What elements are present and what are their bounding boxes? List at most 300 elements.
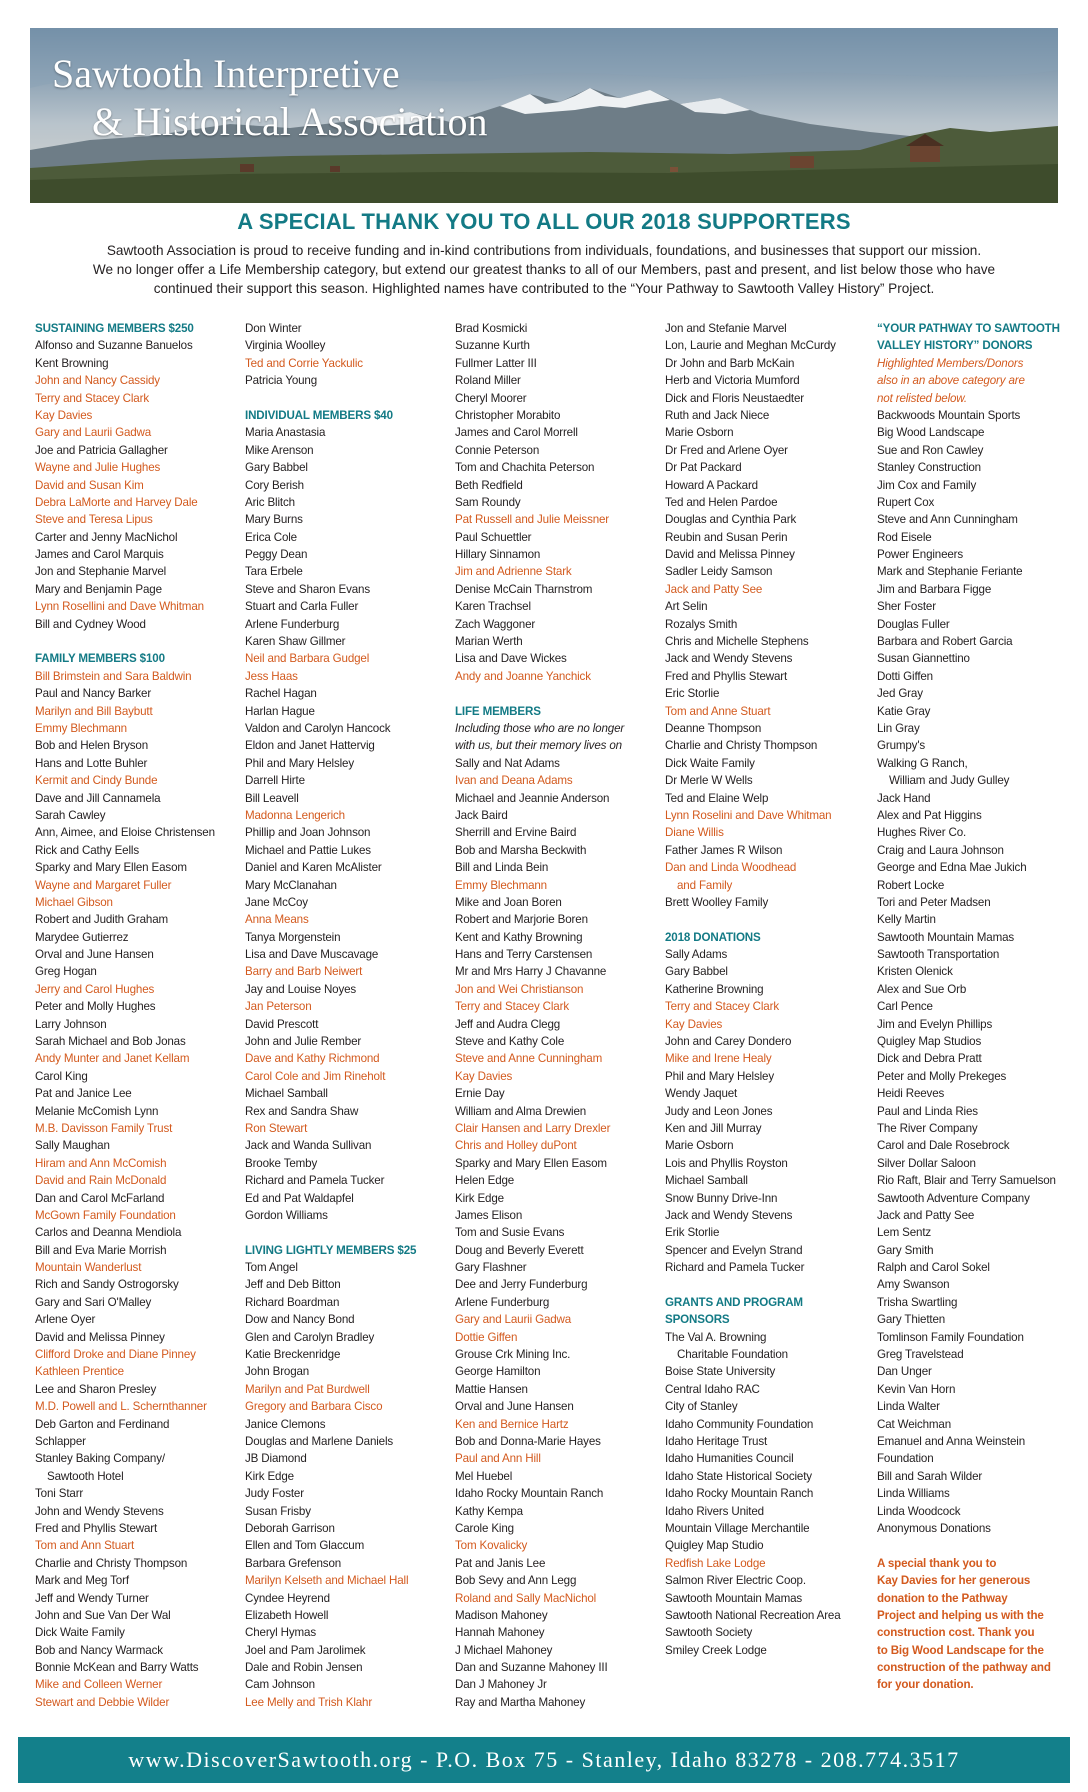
supporter-name: Larry Johnson <box>35 1017 107 1031</box>
supporter-name: Tom Kovalicky <box>455 1539 528 1553</box>
supporter-name: Madonna Lengerich <box>245 808 345 822</box>
section-heading: SPONSORS <box>665 1313 730 1327</box>
supporter-name: Jerry and Carol Hughes <box>35 982 155 996</box>
supporter-name: Sally Maughan <box>35 1139 110 1153</box>
supporter-name: Andy and Joanne Yanchick <box>455 669 591 683</box>
supporter-name: Barbara and Robert Garcia <box>877 635 1013 649</box>
supporter-name: Paul Schuettler <box>455 530 532 544</box>
supporter-name: Kay Davies <box>35 408 93 422</box>
supporter-name: Barbara Grefenson <box>245 1556 342 1570</box>
supporter-name: Tanya Morgenstein <box>245 930 341 944</box>
section-heading: 2018 DONATIONS <box>665 930 761 944</box>
supporter-name: Ray and Martha Mahoney <box>455 1695 586 1709</box>
supporter-name: Steve and Sharon Evans <box>245 582 370 596</box>
supporter-name: Andy Munter and Janet Kellam <box>35 1052 190 1066</box>
supporter-name: Bill and Cydney Wood <box>35 617 146 631</box>
supporter-name: Patricia Young <box>245 374 318 388</box>
supporter-name: Sam Roundy <box>455 495 521 509</box>
supporter-name: Carlos and Deanna Mendiola <box>35 1226 182 1240</box>
supporter-name: Quigley Map Studios <box>877 1035 982 1049</box>
supporter-name: Neil and Barbara Gudgel <box>245 652 370 666</box>
supporter-name: Hiram and Ann McComish <box>35 1156 167 1170</box>
supporter-name: Bob and Donna-Marie Hayes <box>455 1435 601 1448</box>
supporter-name: Mary Burns <box>245 513 303 527</box>
supporter-name: Charlie and Christy Thompson <box>665 739 818 753</box>
supporter-name: Hans and Terry Carstensen <box>455 948 593 962</box>
supporter-name: George Hamilton <box>455 1365 541 1379</box>
supporter-name: Ruth and Jack Niece <box>665 408 770 422</box>
supporter-name: Bonnie McKean and Barry Watts <box>35 1661 199 1675</box>
supporter-name: Jim and Barbara Figge <box>877 582 992 596</box>
supporter-name: James and Carol Marquis <box>35 548 164 562</box>
supporter-name: John and Wendy Stevens <box>35 1504 164 1518</box>
supporter-name: Howard A Packard <box>665 478 758 492</box>
supporter-name: Idaho Heritage Trust <box>665 1435 768 1448</box>
supporter-name: Alfonso and Suzanne Banuelos <box>35 339 193 353</box>
intro-paragraph <box>40 241 1048 298</box>
supporter-name: Sarah Michael and Bob Jonas <box>35 1035 186 1049</box>
supporter-name: Valdon and Carolyn Hancock <box>245 721 391 735</box>
supporter-name: Janice Clemons <box>245 1417 326 1431</box>
supporter-name: Jack and Patty See <box>877 1208 975 1222</box>
supporter-name: Toni Starr <box>35 1487 84 1501</box>
supporter-name: Kelly Martin <box>877 913 936 927</box>
supporter-name: David and Melissa Pinney <box>665 548 795 562</box>
supporter-name: Gary Flashner <box>455 1261 527 1275</box>
supporter-name: Helen Edge <box>455 1174 515 1188</box>
supporter-name: Dottie Giffen <box>455 1330 518 1344</box>
supporter-name: Jack Baird <box>455 808 508 822</box>
thank-you-note: to Big Wood Landscape for the <box>877 1643 1044 1657</box>
supporter-name: Marie Osborn <box>665 1139 734 1153</box>
supporter-name: Jack and Wendy Stevens <box>665 1208 793 1222</box>
supporter-name: Linda Woodcock <box>877 1504 961 1518</box>
supporter-name: Charlie and Christy Thompson <box>35 1556 188 1570</box>
supporter-name: Kermit and Cindy Bunde <box>35 774 158 788</box>
supporter-name: Clair Hansen and Larry Drexler <box>455 1121 611 1135</box>
supporter-name: Karen Trachsel <box>455 600 531 614</box>
supporter-name: Emmy Blechmann <box>455 878 547 892</box>
supporter-name: Mountain Village Merchantile <box>665 1521 810 1535</box>
thank-you-note: A special thank you to <box>877 1556 997 1570</box>
supporter-name: Dick Waite Family <box>665 756 755 770</box>
supporter-name: Suzanne Kurth <box>455 339 530 353</box>
supporter-name: Madison Mahoney <box>455 1608 548 1622</box>
supporter-name: Mel Huebel <box>455 1469 513 1483</box>
supporter-name: Cheryl Moorer <box>455 391 527 405</box>
supporter-name: Heidi Reeves <box>877 1087 945 1101</box>
supporter-name: The Val A. Browning <box>665 1330 767 1344</box>
supporter-name: Susan Frisby <box>245 1504 311 1518</box>
supporter-name: Dick and Floris Neustaedter <box>665 391 804 405</box>
intro-line: Sawtooth Association is proud to receive funding and in-kind contributions from individuals, foundations, and businesses that support our mission. <box>106 243 982 258</box>
section-note: not relisted below. <box>877 391 967 405</box>
supporter-name: Jack and Patty See <box>665 582 763 596</box>
supporter-name: Sparky and Mary Ellen Easom <box>35 861 187 875</box>
supporter-name: Jess Haas <box>245 669 298 683</box>
supporter-name: Dee and Jerry Funderburg <box>455 1278 588 1292</box>
supporter-name: Ron Stewart <box>245 1121 308 1135</box>
supporter-name: John and Julie Rember <box>245 1035 362 1049</box>
supporter-name: Linda Walter <box>877 1400 940 1414</box>
supporter-name: Smiley Creek Lodge <box>665 1643 767 1657</box>
supporter-name: Karen Shaw Gillmer <box>245 635 346 649</box>
thank-you-note: donation to the Pathway <box>877 1591 1008 1605</box>
section-note: Including those who are no longer <box>455 721 625 735</box>
supporter-name: Wendy Jaquet <box>665 1087 738 1101</box>
supporter-name: Marilyn Kelseth and Michael Hall <box>245 1574 409 1588</box>
supporter-name: Marilyn and Bill Baybutt <box>35 704 153 718</box>
supporter-name: Greg Travelstead <box>877 1348 964 1362</box>
supporter-name: Stuart and Carla Fuller <box>245 600 359 614</box>
supporter-name: Joe and Patricia Gallagher <box>35 443 168 457</box>
supporter-name: Katherine Browning <box>665 982 764 996</box>
supporter-name: Tom and Chachita Peterson <box>455 461 595 475</box>
supporter-name: John and Sue Van Der Wal <box>35 1608 171 1622</box>
supporter-name: Roland and Sally MacNichol <box>455 1591 597 1605</box>
supporter-name: Glen and Carolyn Bradley <box>245 1330 375 1344</box>
supporter-name: Gary and Sari O'Malley <box>35 1295 152 1309</box>
supporter-name: Bill and Linda Bein <box>455 861 549 875</box>
supporter-name: Tom and Ann Stuart <box>35 1539 135 1553</box>
supporter-name: Sawtooth Transportation <box>877 948 1000 962</box>
supporter-name: Stewart and Debbie Wilder <box>35 1695 170 1709</box>
supporter-name: Chris and Holley duPont <box>455 1139 577 1153</box>
supporter-name: Steve and Ann Cunningham <box>877 513 1018 527</box>
spacer <box>35 633 240 650</box>
supporter-name: Redfish Lake Lodge <box>665 1556 766 1570</box>
supporter-name: Richard Boardman <box>245 1295 340 1309</box>
supporter-name: Carole King <box>455 1521 514 1535</box>
supporter-name: Bob and Nancy Warmack <box>35 1643 163 1657</box>
supporter-name: William and Alma Drewien <box>455 1104 587 1118</box>
supporter-name: Dick and Debra Pratt <box>877 1052 982 1066</box>
supporter-name: Foundation <box>877 1452 934 1466</box>
supporter-name: Beth Redfield <box>455 478 523 492</box>
supporter-name: Lin Gray <box>877 721 920 735</box>
supporter-name: Charitable Foundation <box>677 1348 788 1362</box>
supporter-name: Jack and Wendy Stevens <box>665 652 793 666</box>
supporter-name: Susan Giannettino <box>877 652 970 666</box>
supporter-name: The River Company <box>877 1121 978 1135</box>
supporter-name: Brooke Temby <box>245 1156 318 1170</box>
supporter-name: Lon, Laurie and Meghan McCurdy <box>665 339 836 353</box>
supporter-name: Dick Waite Family <box>35 1626 125 1640</box>
supporter-name: Alex and Sue Orb <box>877 982 967 996</box>
supporter-name: Bob and Marsha Beckwith <box>455 843 587 857</box>
supporter-name: Dr John and Barb McKain <box>665 356 795 370</box>
supporter-name: Orval and June Hansen <box>35 948 154 962</box>
supporter-name: Kathleen Prentice <box>35 1365 124 1379</box>
supporter-name: Stanley Baking Company/ <box>35 1452 165 1466</box>
supporter-name: James and Carol Morrell <box>455 426 578 440</box>
section-heading: LIVING LIGHTLY MEMBERS $25 <box>245 1243 417 1257</box>
supporter-name: Eric Storlie <box>665 687 720 701</box>
supporter-name: Hannah Mahoney <box>455 1626 545 1640</box>
supporter-name: Idaho Rocky Mountain Ranch <box>455 1487 604 1501</box>
supporter-name: Gregory and Barbara Cisco <box>245 1400 383 1414</box>
supporter-name: Kay Davies <box>665 1017 723 1031</box>
supporter-name: Dale and Robin Jensen <box>245 1661 363 1675</box>
section-heading: FAMILY MEMBERS $100 <box>35 652 165 666</box>
supporter-name: Anna Means <box>245 913 309 927</box>
supporter-name: Melanie McComish Lynn <box>35 1104 159 1118</box>
supporter-name: Lem Sentz <box>877 1226 932 1240</box>
supporter-name: James Elison <box>455 1208 523 1222</box>
supporter-name: Richard and Pamela Tucker <box>665 1261 805 1275</box>
supporter-name: Lisa and Dave Wickes <box>455 652 567 666</box>
supporter-name: Rod Eisele <box>877 530 932 544</box>
supporter-name: Father James R Wilson <box>665 843 783 857</box>
supporter-name: Dow and Nancy Bond <box>245 1313 355 1327</box>
supporter-name: Jon and Stefanie Marvel <box>665 322 787 335</box>
supporter-name: Kent and Kathy Browning <box>455 930 583 944</box>
supporter-name: Diane Willis <box>665 826 724 840</box>
supporter-name: Rick and Cathy Eells <box>35 843 139 857</box>
spacer <box>665 1276 870 1293</box>
supporter-name: Fred and Phyllis Stewart <box>35 1521 158 1535</box>
supporter-name: Bob Sevy and Ann Legg <box>455 1574 577 1588</box>
supporter-name: Sawtooth Mountain Mamas <box>877 930 1015 944</box>
supporter-name: Dave and Jill Cannamela <box>35 791 161 805</box>
section-heading: SUSTAINING MEMBERS $250 <box>35 322 194 335</box>
supporter-name: Tori and Peter Madsen <box>877 895 991 909</box>
supporters-column-2 <box>245 320 450 1711</box>
supporter-name: Sally and Nat Adams <box>455 756 560 770</box>
supporter-name: Carol Cole and Jim Rineholt <box>245 1069 386 1083</box>
supporter-name: Ivan and Deana Adams <box>455 774 573 788</box>
supporter-name: Emanuel and Anna Weinstein <box>877 1435 1025 1448</box>
supporter-name: Michael and Pattie Lukes <box>245 843 371 857</box>
supporter-name: Ted and Helen Pardoe <box>665 495 778 509</box>
supporter-name: Mark and Meg Torf <box>35 1574 129 1588</box>
supporter-name: Idaho State Historical Society <box>665 1469 812 1483</box>
supporter-name: Pat Russell and Julie Meissner <box>455 513 610 527</box>
supporter-name: Phil and Mary Helsley <box>665 1069 774 1083</box>
supporter-name: John and Nancy Cassidy <box>35 374 160 388</box>
supporter-name: Orval and June Hansen <box>455 1400 574 1414</box>
supporter-name: Kirk Edge <box>245 1469 294 1483</box>
supporter-name: Walking G Ranch, <box>877 756 968 770</box>
supporter-name: Douglas and Cynthia Park <box>665 513 797 527</box>
supporter-name: Lee and Sharon Presley <box>35 1382 157 1396</box>
supporter-name: Central Idaho RAC <box>665 1382 760 1396</box>
supporter-name: Stanley Construction <box>877 461 981 475</box>
supporter-name: Cyndee Heyrend <box>245 1591 330 1605</box>
supporter-name: Lynn Roselini and Dave Whitman <box>665 808 832 822</box>
supporter-name: Sherrill and Ervine Baird <box>455 826 577 840</box>
supporter-name: Robert and Judith Graham <box>35 913 169 927</box>
supporter-name: J Michael Mahoney <box>455 1643 553 1657</box>
supporter-name: Erik Storlie <box>665 1226 720 1240</box>
supporter-name: Greg Hogan <box>35 965 97 979</box>
supporter-name: Peggy Dean <box>245 548 308 562</box>
footer-contact-bar: www.DiscoverSawtooth.org - P.O. Box 75 - Stanley, Idaho 83278 - 208.774.3517 <box>18 1737 1070 1783</box>
supporter-name: Douglas and Marlene Daniels <box>245 1435 394 1448</box>
supporter-name: Jon and Wei Christianson <box>455 982 584 996</box>
supporter-name: Pat and Janis Lee <box>455 1556 546 1570</box>
supporter-name: Judy and Leon Jones <box>665 1104 773 1118</box>
supporter-name: Ted and Corrie Yackulic <box>245 356 363 370</box>
supporter-name: Jack Hand <box>877 791 931 805</box>
supporter-name: Barry and Barb Neiwert <box>245 965 363 979</box>
supporter-name: Richard and Pamela Tucker <box>245 1174 385 1188</box>
supporter-name: Anonymous Donations <box>877 1521 991 1535</box>
supporter-name: Mike Arenson <box>245 443 314 457</box>
supporter-name: Marydee Gutierrez <box>35 930 129 944</box>
supporter-name: Dr Merle W Wells <box>665 774 753 788</box>
supporter-name: David and Melissa Pinney <box>35 1330 165 1344</box>
supporter-name: Jeff and Deb Bitton <box>245 1278 341 1292</box>
supporter-name: Dr Pat Packard <box>665 461 742 475</box>
supporter-name: Carol and Dale Rosebrock <box>877 1139 1010 1153</box>
supporter-name: Idaho Humanities Council <box>665 1452 794 1466</box>
header-banner-photo <box>30 28 1058 203</box>
supporters-column-3 <box>455 320 660 1711</box>
supporter-name: Steve and Anne Cunningham <box>455 1052 603 1066</box>
supporter-name: Mark and Stephanie Feriante <box>877 565 1023 579</box>
supporter-name: Gordon Williams <box>245 1208 328 1222</box>
supporter-name: Brett Woolley Family <box>665 895 769 909</box>
supporter-name: Kathy Kempa <box>455 1504 523 1518</box>
supporter-name: Mountain Wanderlust <box>35 1261 142 1275</box>
supporter-name: Rio Raft, Blair and Terry Samuelson <box>877 1174 1056 1188</box>
supporter-name: Paul and Linda Ries <box>877 1104 978 1118</box>
supporter-name: Ralph and Carol Sokel <box>877 1261 990 1275</box>
supporter-name: Peter and Molly Hughes <box>35 1000 156 1014</box>
supporter-name: Deanne Thompson <box>665 721 762 735</box>
supporter-name: Silver Dollar Saloon <box>877 1156 976 1170</box>
spacer <box>455 685 660 702</box>
supporters-column-4 <box>665 320 870 1659</box>
supporter-name: Jay and Louise Noyes <box>245 982 357 996</box>
supporter-name: Gary Babbel <box>245 461 308 475</box>
supporter-name: Reubin and Susan Perin <box>665 530 788 544</box>
supporter-name: Marie Osborn <box>665 426 734 440</box>
supporter-name: Lynn Rosellini and Dave Whitman <box>35 600 204 614</box>
supporter-name: Dan Unger <box>877 1365 932 1379</box>
supporter-name: Arlene Funderburg <box>455 1295 550 1309</box>
supporter-name: Arlene Oyer <box>35 1313 96 1327</box>
supporter-name: Elizabeth Howell <box>245 1608 329 1622</box>
thank-you-note: Kay Davies for her generous <box>877 1574 1031 1588</box>
supporter-name: Paul and Ann Hill <box>455 1452 541 1466</box>
supporter-name: City of Stanley <box>665 1400 738 1414</box>
supporter-name: Arlene Funderburg <box>245 617 340 631</box>
supporter-name: Wayne and Julie Hughes <box>35 461 161 475</box>
supporter-name: Sawtooth Adventure Company <box>877 1191 1030 1205</box>
supporter-name: Idaho Rocky Mountain Ranch <box>665 1487 814 1501</box>
section-heading: LIFE MEMBERS <box>455 704 541 718</box>
supporter-name: Chris and Michelle Stephens <box>665 635 809 649</box>
supporters-column-1 <box>35 320 240 1711</box>
supporter-name: Carl Pence <box>877 1000 933 1014</box>
supporter-name: Eldon and Janet Hattervig <box>245 739 375 753</box>
supporter-name: Deb Garton and Ferdinand <box>35 1417 170 1431</box>
supporter-name: Mr and Mrs Harry J Chavanne <box>455 965 607 979</box>
thank-you-note: for your donation. <box>877 1678 974 1692</box>
supporter-name: Marian Werth <box>455 635 523 649</box>
supporter-name: Rachel Hagan <box>245 687 317 701</box>
supporter-name: Dan and Suzanne Mahoney III <box>455 1661 608 1675</box>
supporter-name: Erica Cole <box>245 530 297 544</box>
supporter-name: Ted and Elaine Welp <box>665 791 769 805</box>
section-heading: GRANTS AND PROGRAM <box>665 1295 803 1309</box>
supporter-name: Aric Blitch <box>245 495 295 509</box>
supporter-name: Linda Williams <box>877 1487 950 1501</box>
supporter-name: Sawtooth Society <box>665 1626 753 1640</box>
spacer <box>245 390 450 407</box>
supporter-name: Carter and Jenny MacNichol <box>35 530 178 544</box>
supporter-name: Cam Johnson <box>245 1678 315 1692</box>
supporter-name: Katie Gray <box>877 704 931 718</box>
supporter-name: Tomlinson Family Foundation <box>877 1330 1024 1344</box>
supporter-name: Fred and Phyllis Stewart <box>665 669 788 683</box>
supporter-name: Robert and Marjorie Boren <box>455 913 588 927</box>
supporter-name: Dave and Kathy Richmond <box>245 1052 380 1066</box>
supporter-name: Power Engineers <box>877 548 964 562</box>
supporter-name: Idaho Community Foundation <box>665 1417 814 1431</box>
supporter-name: Sawtooth Hotel <box>47 1469 124 1483</box>
supporter-name: Jim and Adrienne Stark <box>455 565 572 579</box>
supporter-name: Sally Adams <box>665 948 728 962</box>
supporter-name: Gary Babbel <box>665 965 728 979</box>
supporter-name: Mattie Hansen <box>455 1382 528 1396</box>
supporter-name: Tom and Anne Stuart <box>665 704 771 718</box>
supporter-name: Michael Samball <box>665 1174 748 1188</box>
supporter-name: Ken and Bernice Hartz <box>455 1417 569 1431</box>
section-heading: VALLEY HISTORY” DONORS <box>877 339 1033 353</box>
supporter-name: Bill Leavell <box>245 791 299 805</box>
supporter-name: Schlapper <box>35 1435 86 1448</box>
supporter-name: Roland Miller <box>455 374 521 388</box>
supporter-name: Jack and Wanda Sullivan <box>245 1139 372 1153</box>
supporter-name: Virginia Woolley <box>245 339 326 353</box>
supporter-name: Hans and Lotte Buhler <box>35 756 148 770</box>
supporter-name: Judy Foster <box>245 1487 304 1501</box>
supporter-name: Salmon River Electric Coop. <box>665 1574 806 1588</box>
supporter-name: Sher Foster <box>877 600 936 614</box>
supporter-name: John and Carey Dondero <box>665 1035 792 1049</box>
intro-line: We no longer offer a Life Membership category, but extend our greatest thanks to all of our Members, past and present, and list below those who have <box>92 262 996 277</box>
supporter-name: Ann, Aimee, and Eloise Christensen <box>35 826 215 840</box>
supporter-name: Daniel and Karen McAlister <box>245 861 382 875</box>
supporter-name: Kevin Van Horn <box>877 1382 956 1396</box>
title-line-1: Sawtooth Interpretive <box>52 51 400 96</box>
supporter-name: Rex and Sandra Shaw <box>245 1104 359 1118</box>
supporter-name: Michael Gibson <box>35 895 113 909</box>
supporter-name: Kristen Olenick <box>877 965 953 979</box>
supporter-name: Peter and Molly Prekeges <box>877 1069 1007 1083</box>
supporter-name: Hillary Sinnamon <box>455 548 541 562</box>
supporter-name: Grouse Crk Mining Inc. <box>455 1348 571 1362</box>
supporter-name: and Family <box>677 878 733 892</box>
supporter-name: Sparky and Mary Ellen Easom <box>455 1156 607 1170</box>
supporter-name: Clifford Droke and Diane Pinney <box>35 1348 196 1362</box>
thank-you-note: Project and helping us with the <box>877 1608 1044 1622</box>
supporter-name: Ernie Day <box>455 1087 505 1101</box>
supporter-name: Snow Bunny Drive-Inn <box>665 1191 778 1205</box>
supporter-name: Kirk Edge <box>455 1191 504 1205</box>
supporter-name: Ellen and Tom Glaccum <box>245 1539 365 1553</box>
supporter-name: Gary and Laurii Gadwa <box>455 1313 572 1327</box>
section-note: Highlighted Members/Donors <box>877 356 1024 370</box>
supporters-column-5 <box>877 320 1082 1694</box>
supporter-name: Fullmer Latter III <box>455 356 537 370</box>
supporter-name: Deborah Garrison <box>245 1521 335 1535</box>
supporter-name: Marilyn and Pat Burdwell <box>245 1382 370 1396</box>
section-note: with us, but their memory lives on <box>455 739 622 753</box>
